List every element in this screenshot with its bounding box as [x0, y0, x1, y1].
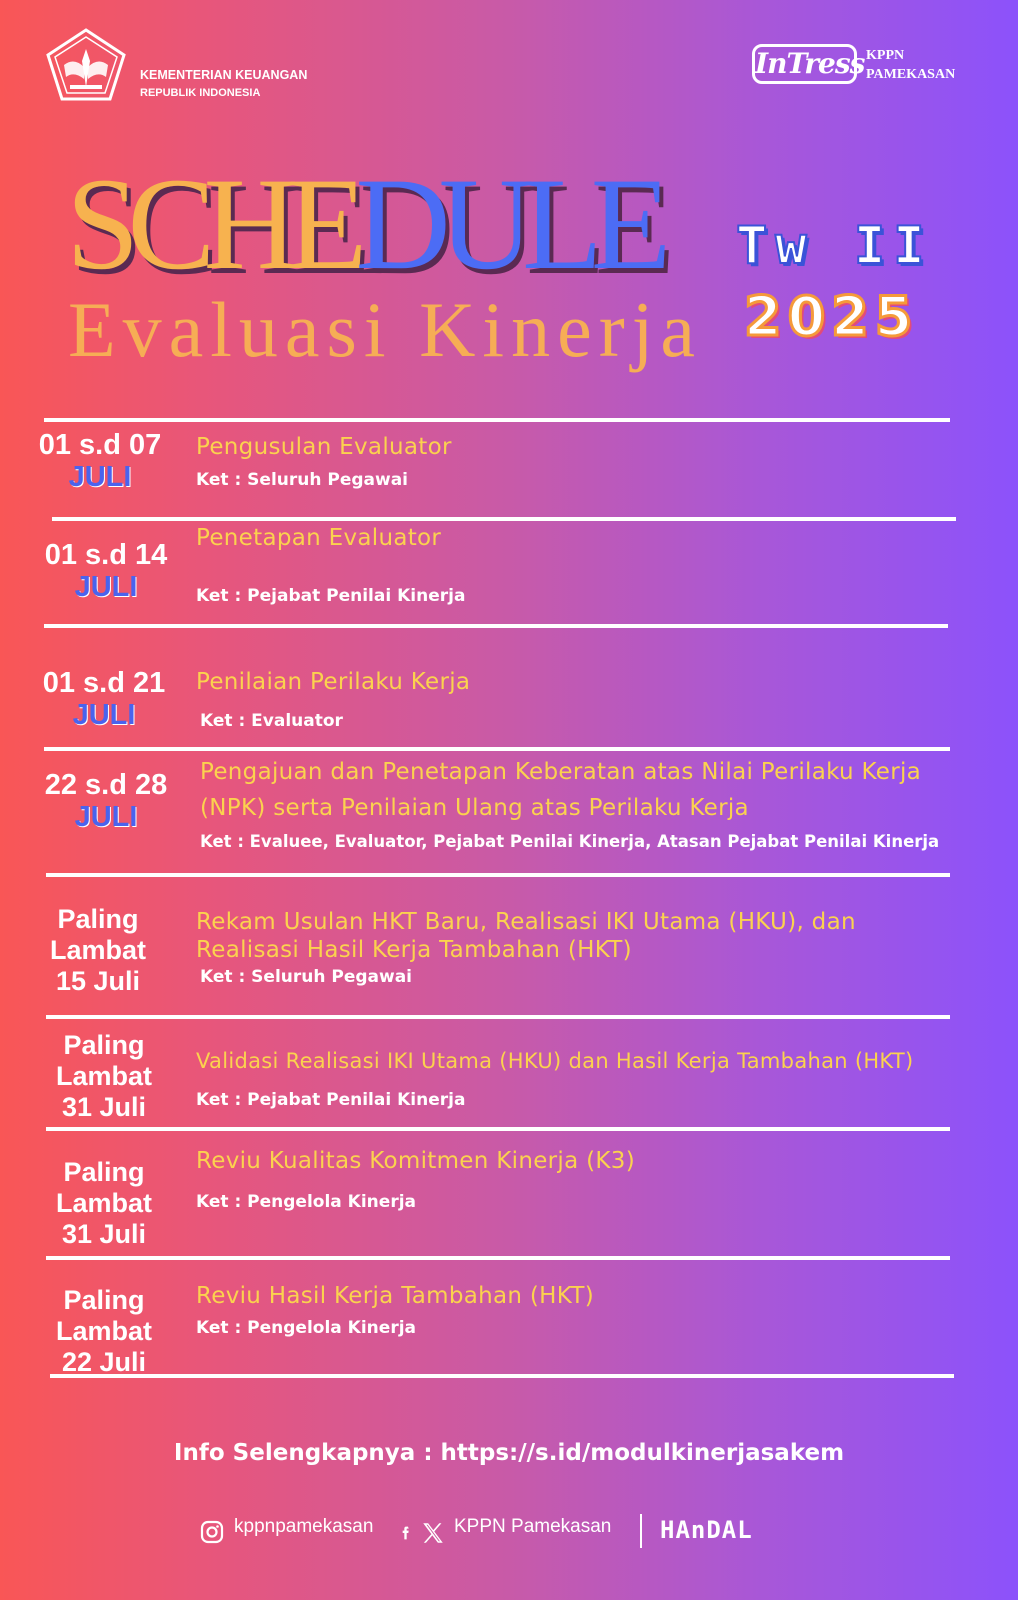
- year-label: 2025: [744, 285, 919, 348]
- divider-line: [46, 1127, 950, 1131]
- schedule-date: [20, 1157, 188, 1250]
- schedule-date: [22, 538, 190, 602]
- schedule-activity: Rekam Usulan HKT Baru, Realisasi IKI Utama (HKU), dan Realisasi Hasil Kerja Tambahan (HKT): [196, 909, 856, 963]
- date-month: JULI: [74, 801, 138, 833]
- schedule-date: [14, 904, 182, 997]
- schedule-ket: Ket : Evaluee, Evaluator, Pejabat Penilai Kinerja, Atasan Pejabat Penilai Kinerja: [200, 832, 940, 851]
- date-range: 01 s.d 21: [42, 667, 166, 699]
- kemenkeu-logo: [44, 27, 128, 103]
- schedule-ket: Ket : Seluruh Pegawai: [200, 967, 413, 987]
- date-month: JULI: [68, 461, 132, 493]
- schedule-activity: Reviu Kualitas Komitmen Kinerja (K3): [196, 1148, 635, 1174]
- schedule-activity: Penilaian Perilaku Kerja: [196, 669, 471, 695]
- divider-line: [52, 517, 956, 521]
- date-line-3: 31 Juli: [61, 1219, 147, 1249]
- date-line-1: Paling: [63, 1285, 145, 1315]
- schedule-date: [20, 1285, 188, 1378]
- date-line-1: Paling: [57, 904, 139, 934]
- date-range: 01 s.d 14: [44, 539, 168, 571]
- date-line-3: 22 Juli: [61, 1347, 147, 1377]
- x-icon: [420, 1520, 446, 1546]
- period-label: Tw II: [736, 216, 933, 276]
- schedule-activity: Pengusulan Evaluator: [196, 434, 452, 460]
- instagram-handle: kppnpamekasan: [234, 1516, 374, 1537]
- ministry-line-1: KEMENTERIAN KEUANGAN: [140, 68, 308, 82]
- divider-line: [44, 747, 950, 751]
- schedule-ket: Ket : Pengelola Kinerja: [196, 1318, 416, 1338]
- ministry-name: [140, 66, 307, 102]
- date-line-3: 15 Juli: [55, 966, 141, 996]
- schedule-ket: Ket : Pejabat Penilai Kinerja: [196, 1090, 466, 1110]
- date-line-3: 31 Juli: [61, 1092, 147, 1122]
- date-range: 22 s.d 28: [44, 769, 168, 801]
- ministry-line-2: REPUBLIK INDONESIA: [140, 87, 261, 99]
- handal-logo: HAnDAL: [660, 1516, 753, 1544]
- intress-logo: InTress: [752, 44, 857, 84]
- schedule-activity: Pengajuan dan Penetapan Keberatan atas Nilai Perilaku Kerja (NPK) serta Penilaian Ulang atas Perilaku Kerja: [200, 759, 922, 821]
- divider-line: [46, 1256, 950, 1260]
- title-part-b: DULE: [355, 150, 660, 297]
- date-month: JULI: [74, 571, 138, 603]
- schedule-ket: Ket : Seluruh Pegawai: [196, 470, 409, 490]
- divider-line: [44, 624, 948, 628]
- footer-divider: [640, 1514, 642, 1548]
- date-line-2: Lambat: [49, 935, 147, 965]
- schedule-date: [22, 768, 190, 832]
- schedule-ket: Ket : Evaluator: [200, 711, 343, 731]
- page-title: [66, 150, 660, 297]
- office-line-2: PAMEKASAN: [866, 67, 956, 82]
- schedule-activity: Penetapan Evaluator: [196, 525, 442, 551]
- office-line-1: KPPN: [866, 48, 905, 63]
- instagram-icon: [200, 1520, 224, 1544]
- office-name: [866, 46, 955, 84]
- info-link-text: Info Selengkapnya : https://s.id/modulkinerjasakem: [173, 1440, 845, 1466]
- schedule-activity: Validasi Realisasi IKI Utama (HKU) dan Hasil Kerja Tambahan (HKT): [196, 1049, 914, 1073]
- schedule-ket: Ket : Pengelola Kinerja: [196, 1192, 416, 1212]
- date-month: JULI: [72, 699, 136, 731]
- date-range: 01 s.d 07: [38, 429, 162, 461]
- schedule-ket: Ket : Pejabat Penilai Kinerja: [196, 586, 466, 606]
- date-line-2: Lambat: [55, 1316, 153, 1346]
- page-subtitle: Evaluasi Kinerja: [68, 286, 702, 373]
- facebook-icon: [398, 1518, 414, 1546]
- title-part-a: SCHE: [66, 150, 356, 297]
- date-line-2: Lambat: [55, 1061, 153, 1091]
- divider-line: [46, 873, 950, 877]
- schedule-date: [20, 1030, 188, 1123]
- divider-line: [44, 418, 950, 422]
- schedule-date: [16, 428, 184, 492]
- date-line-1: Paling: [63, 1030, 145, 1060]
- divider-line: [46, 1015, 950, 1019]
- twitter-handle: KPPN Pamekasan: [454, 1516, 612, 1537]
- schedule-activity: Reviu Hasil Kerja Tambahan (HKT): [196, 1283, 594, 1309]
- date-line-1: Paling: [63, 1157, 145, 1187]
- date-line-2: Lambat: [55, 1188, 153, 1218]
- schedule-date: [20, 666, 188, 730]
